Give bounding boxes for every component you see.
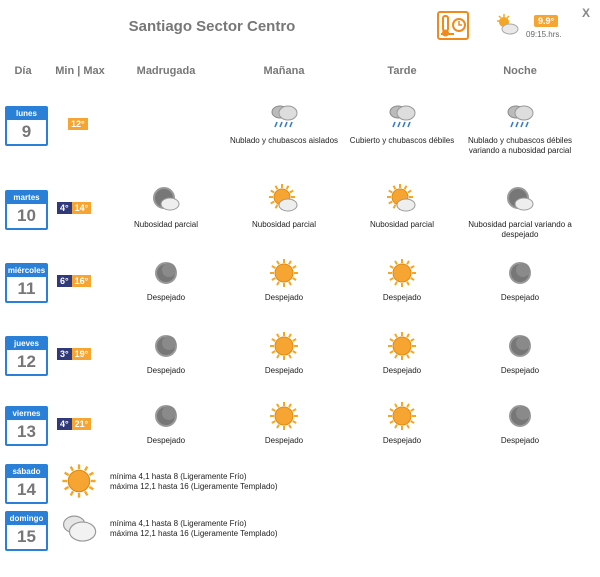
- close-button[interactable]: X: [581, 6, 590, 20]
- period-cell: [108, 400, 224, 446]
- sun-icon: [226, 257, 342, 289]
- period-cell: [462, 184, 578, 240]
- sun-cloud-icon: [344, 184, 460, 216]
- page-title: Santiago Sector Centro: [128, 18, 296, 35]
- period-label: Nubosidad parcial variando a despejado: [468, 220, 572, 239]
- moon-icon: [108, 330, 224, 362]
- period-label: Despejado: [500, 293, 540, 302]
- period-cell: [344, 257, 460, 303]
- sun-icon: [226, 330, 342, 362]
- col-minmax: Min | Max: [55, 65, 105, 77]
- period-cell: [226, 100, 342, 146]
- col-noche: Noche: [503, 65, 537, 77]
- period-label: Despejado: [146, 436, 186, 445]
- extended-row: [0, 511, 600, 571]
- forecast-row: [0, 190, 600, 250]
- cloud-showers-icon: [344, 100, 460, 132]
- period-cell: [226, 400, 342, 446]
- forecast-row: [0, 106, 600, 166]
- period-cell: [226, 257, 342, 303]
- col-manana: Mañana: [263, 65, 305, 77]
- sun-icon: [344, 257, 460, 289]
- extended-forecast-text: [110, 519, 278, 539]
- period-label: Nubosidad parcial: [251, 220, 317, 229]
- temp-min: 4°: [57, 418, 72, 430]
- period-cell: [108, 257, 224, 303]
- min-max-temps: [68, 118, 88, 130]
- sun-icon: [344, 330, 460, 362]
- sun-cloud-icon: [226, 184, 342, 216]
- day-badge: [5, 263, 48, 303]
- day-number: 14: [17, 480, 36, 499]
- min-max-temps: [57, 275, 91, 287]
- day-name: lunes: [7, 108, 46, 120]
- col-dia: Día: [14, 65, 32, 77]
- day-name: sábado: [7, 466, 46, 478]
- day-name: miércoles: [7, 266, 46, 275]
- moon-icon: [462, 330, 578, 362]
- moon-cloud-icon: [462, 184, 578, 216]
- extended-forecast-text: [110, 472, 278, 492]
- current-temp: 9.9°: [534, 15, 558, 27]
- period-cell: [344, 330, 460, 376]
- sun-icon: [344, 400, 460, 432]
- sun-icon: [60, 462, 98, 505]
- cloudy-icon: [60, 509, 98, 552]
- period-label: Despejado: [382, 436, 422, 445]
- temp-min: 4°: [57, 202, 72, 214]
- moon-icon: [108, 257, 224, 289]
- period-label: Despejado: [264, 293, 304, 302]
- period-cell: [462, 400, 578, 446]
- cloud-showers-icon: [462, 100, 578, 132]
- max-range-text: máxima 12,1 hasta 16 (Ligeramente Templado): [110, 529, 278, 538]
- period-cell: [462, 330, 578, 376]
- period-cell: [462, 100, 578, 156]
- forecast-row: [0, 406, 600, 466]
- forecast-row: [0, 263, 600, 323]
- temp-max: 14°: [72, 202, 92, 214]
- temp-max: 12°: [68, 118, 88, 130]
- day-number: 15: [17, 527, 36, 546]
- period-label: Despejado: [146, 293, 186, 302]
- temp-max: 21°: [72, 418, 92, 430]
- period-cell: [344, 100, 460, 146]
- station-icon[interactable]: [437, 11, 469, 40]
- period-label: Despejado: [500, 366, 540, 375]
- moon-icon: [108, 400, 224, 432]
- period-label: Despejado: [146, 366, 186, 375]
- day-badge: [5, 406, 48, 446]
- temp-max: 19°: [72, 348, 92, 360]
- day-name: martes: [7, 192, 46, 204]
- period-cell: [344, 400, 460, 446]
- min-max-temps: [57, 348, 91, 360]
- max-range-text: máxima 12,1 hasta 16 (Ligeramente Templado): [110, 482, 278, 491]
- day-name: domingo: [7, 513, 46, 525]
- moon-cloud-icon: [108, 184, 224, 216]
- temp-min: 3°: [57, 348, 72, 360]
- day-badge: [5, 106, 48, 146]
- period-label: Despejado: [500, 436, 540, 445]
- day-number: 12: [17, 352, 36, 371]
- partly-cloudy-icon: [494, 12, 520, 38]
- current-time: 09:15.hrs.: [526, 30, 562, 39]
- day-badge: [5, 464, 48, 504]
- period-label: Nublado y chubascos aislados: [229, 136, 339, 145]
- day-badge: [5, 511, 48, 551]
- period-cell: [462, 257, 578, 303]
- period-label: Nublado y chubascos débiles variando a nubosidad parcial: [467, 136, 573, 155]
- cloud-showers-icon: [226, 100, 342, 132]
- day-badge: [5, 190, 48, 230]
- day-badge: [5, 336, 48, 376]
- min-max-temps: [57, 202, 91, 214]
- moon-icon: [462, 257, 578, 289]
- day-name: viernes: [7, 408, 46, 420]
- period-cell: [226, 184, 342, 230]
- col-madrugada: Madrugada: [136, 65, 196, 77]
- min-range-text: mínima 4,1 hasta 8 (Ligeramente Frío): [110, 472, 247, 481]
- period-label: Despejado: [382, 366, 422, 375]
- day-name: jueves: [7, 338, 46, 350]
- sun-icon: [226, 400, 342, 432]
- temp-max: 16°: [72, 275, 92, 287]
- period-cell: [226, 330, 342, 376]
- period-cell: [344, 184, 460, 230]
- period-label: Nubosidad parcial: [369, 220, 435, 229]
- moon-icon: [462, 400, 578, 432]
- day-number: 11: [17, 279, 36, 298]
- period-label: Despejado: [264, 366, 304, 375]
- period-label: Cubierto y chubascos débiles: [349, 136, 455, 145]
- period-label: Despejado: [382, 293, 422, 302]
- min-max-temps: [57, 418, 91, 430]
- period-cell: [108, 184, 224, 230]
- day-number: 10: [17, 206, 36, 225]
- temp-min: 6°: [57, 275, 72, 287]
- forecast-row: [0, 336, 600, 396]
- period-cell: [108, 330, 224, 376]
- period-label: Nubosidad parcial: [133, 220, 199, 229]
- day-number: 13: [17, 422, 36, 441]
- day-number: 9: [21, 122, 32, 141]
- min-range-text: mínima 4,1 hasta 8 (Ligeramente Frío): [110, 519, 247, 528]
- period-label: Despejado: [264, 436, 304, 445]
- col-tarde: Tarde: [387, 65, 417, 77]
